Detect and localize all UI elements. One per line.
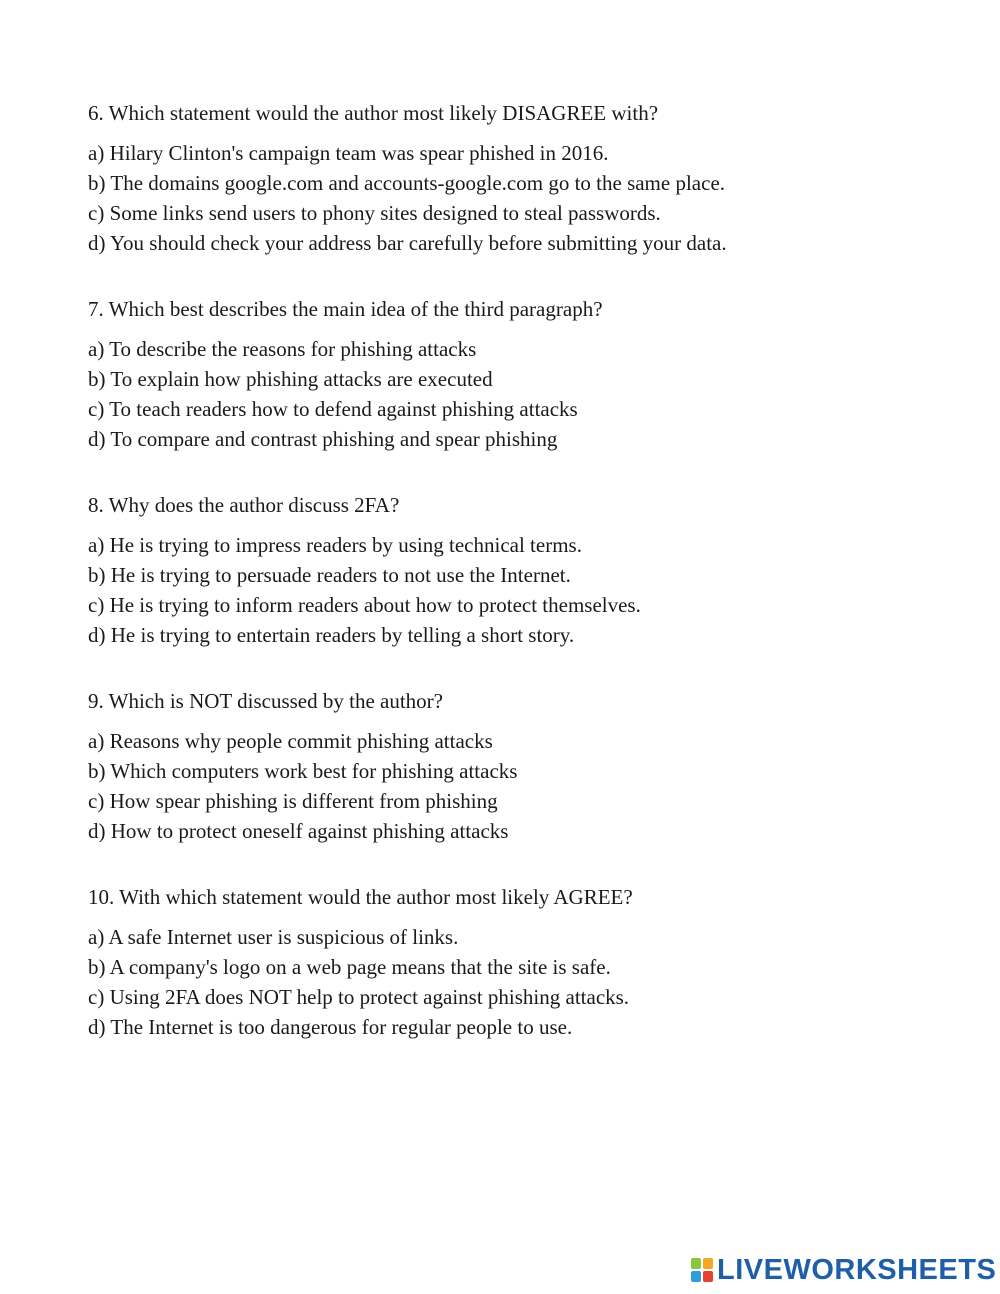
answer-option[interactable]: a) A safe Internet user is suspicious of links. bbox=[88, 925, 459, 949]
question-text: 9. Which is NOT discussed by the author? bbox=[88, 689, 444, 713]
brand-name: LIVEWORKSHEETS bbox=[717, 1254, 997, 1286]
question-9 bbox=[88, 686, 948, 846]
answer-option[interactable]: c) He is trying to inform readers about how to protect themselves. bbox=[88, 593, 641, 617]
answer-option[interactable]: b) He is trying to persuade readers to not use the Internet. bbox=[88, 563, 571, 587]
answer-option[interactable]: d) He is trying to entertain readers by telling a short story. bbox=[88, 623, 575, 647]
answer-option[interactable]: d) You should check your address bar carefully before submitting your data. bbox=[88, 231, 727, 255]
answer-option[interactable]: a) He is trying to impress readers by using technical terms. bbox=[88, 533, 582, 557]
answer-option[interactable]: b) The domains google.com and accounts-google.com go to the same place. bbox=[88, 171, 726, 195]
question-text: 10. With which statement would the author most likely AGREE? bbox=[88, 885, 633, 909]
answer-option[interactable]: c) To teach readers how to defend against phishing attacks bbox=[88, 397, 578, 421]
answer-option[interactable]: b) To explain how phishing attacks are executed bbox=[88, 367, 493, 391]
answer-option[interactable]: c) Some links send users to phony sites designed to steal passwords. bbox=[88, 201, 661, 225]
answer-option[interactable]: c) How spear phishing is different from phishing bbox=[88, 789, 498, 813]
answer-option[interactable]: d) How to protect oneself against phishing attacks bbox=[88, 819, 509, 843]
answer-option[interactable]: c) Using 2FA does NOT help to protect against phishing attacks. bbox=[88, 985, 630, 1009]
liveworksheets-logo-icon bbox=[691, 1258, 713, 1282]
liveworksheets-logo bbox=[691, 1253, 996, 1287]
answer-option[interactable]: b) A company's logo on a web page means that the site is safe. bbox=[88, 955, 611, 979]
answer-option[interactable]: d) To compare and contrast phishing and spear phishing bbox=[88, 427, 558, 451]
question-8 bbox=[88, 490, 948, 650]
answer-option[interactable]: a) Reasons why people commit phishing attacks bbox=[88, 729, 493, 753]
question-7 bbox=[88, 294, 948, 454]
answer-option[interactable]: d) The Internet is too dangerous for regular people to use. bbox=[88, 1015, 573, 1039]
question-6 bbox=[88, 98, 948, 258]
question-10 bbox=[88, 882, 948, 1042]
answer-option[interactable]: a) To describe the reasons for phishing attacks bbox=[88, 337, 477, 361]
answer-option[interactable]: b) Which computers work best for phishing attacks bbox=[88, 759, 518, 783]
question-text: 8. Why does the author discuss 2FA? bbox=[88, 493, 400, 517]
answer-option[interactable]: a) Hilary Clinton's campaign team was spear phished in 2016. bbox=[88, 141, 609, 165]
worksheet bbox=[88, 98, 948, 1042]
question-text: 6. Which statement would the author most likely DISAGREE with? bbox=[88, 101, 659, 125]
question-text: 7. Which best describes the main idea of the third paragraph? bbox=[88, 297, 603, 321]
